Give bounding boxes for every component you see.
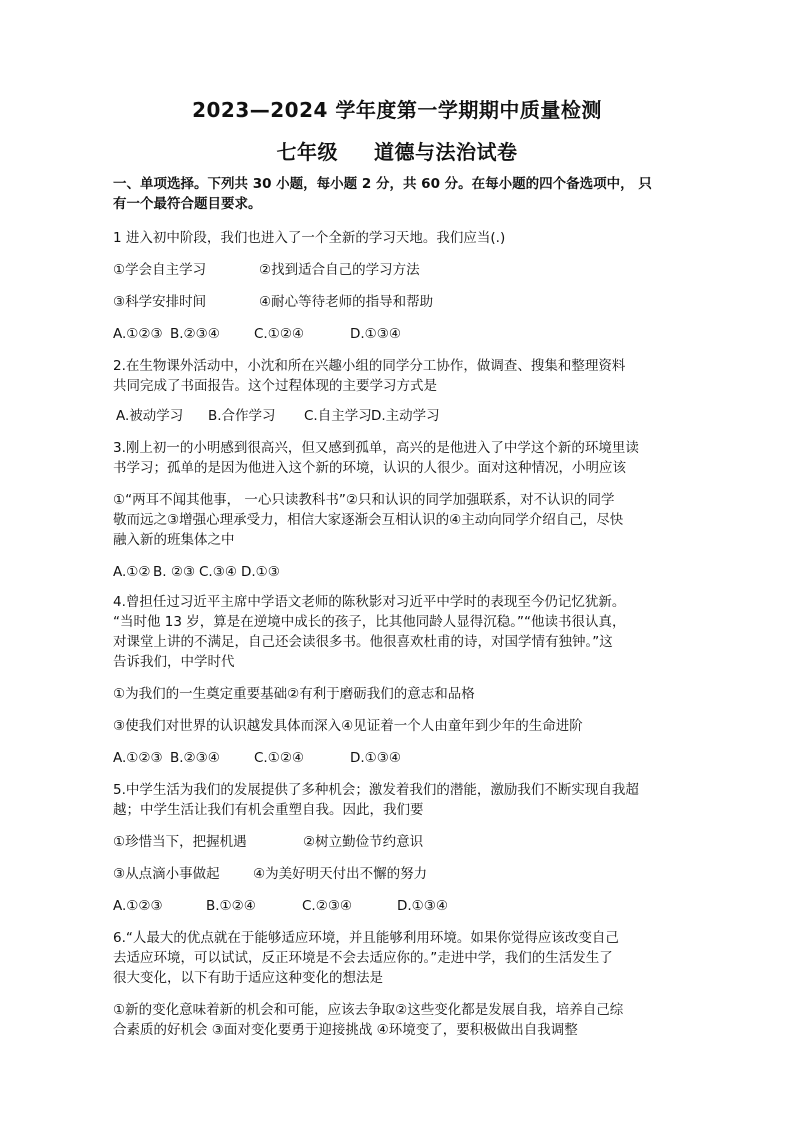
q2-stem-line-1: 2.在生物课外活动中，小沈和所在兴趣小组的同学分工协作，做调查、搜集和整理资料 (113, 358, 626, 374)
q4-items-line-1: ①为我们的一生奠定重要基础②有利于磨砺我们的意志和品格 (113, 686, 475, 702)
q2-choice-d: D.主动学习 (371, 408, 440, 424)
q4-choice-a: A.①②③ (113, 750, 163, 766)
q3-choice-c: C.③④ (199, 564, 237, 580)
q6-stem-line-3: 很大变化，以下有助于适应这种变化的想法是 (113, 970, 383, 986)
section-heading-line-2: 有一个最符合题目要求。 (113, 196, 262, 212)
exam-subtitle (0, 136, 794, 165)
q5-items-row-2 (113, 864, 427, 884)
grade-label: 七年级 (276, 140, 338, 164)
q4-choices (113, 748, 401, 768)
q3-stem-line-1: 3.刚上初一的小明感到很高兴，但又感到孤单，高兴的是他进入了中学这个新的环境里读 (113, 440, 639, 456)
q3-items-line-3: 融入新的班集体之中 (113, 532, 235, 548)
q3-choice-a: A.①② (113, 564, 151, 580)
q3-choices (113, 562, 280, 582)
q3-choice-b: B. ②③ (153, 564, 196, 580)
q2-choice-c: C.自主学习 (304, 408, 372, 424)
section-heading-line-1: 一、单项选择。下列共 30 小题，每小题 2 分，共 60 分。在每小题的四个备选项中， 只 (113, 176, 652, 192)
q6-stem-line-2: 去适应环境，可以试试，反正环境是不会去适应你的。”走进中学，我们的生活发生了 (113, 950, 613, 966)
q1-choice-d: D.①③④ (350, 326, 401, 342)
q4-choice-b: B.②③④ (170, 750, 220, 766)
q2-choice-b: B.合作学习 (208, 408, 276, 424)
q1-choices (113, 324, 401, 344)
q5-choice-a: A.①②③ (113, 898, 163, 914)
q5-choice-c: C.②③④ (302, 898, 353, 914)
q3-items-line-2: 敬而远之③增强心理承受力，相信大家逐渐会互相认识的④主动向同学介绍自己，尽快 (113, 512, 624, 528)
q5-choices (113, 896, 448, 916)
q5-items-row-1 (113, 832, 423, 852)
q1-choice-a: A.①②③ (113, 326, 163, 342)
q4-stem-line-3: 对课堂上讲的不满足，自己还会读很多书。他很喜欢杜甫的诗，对国学情有独钟。”这 (113, 634, 613, 650)
subject-label: 道德与法治试卷 (374, 140, 518, 164)
q6-stem-line-1: 6.“人最大的优点就在于能够适应环境，并且能够利用环境。如果你觉得应该改变自己 (113, 930, 619, 946)
q6-items-line-1: ①新的变化意味着新的机会和可能，应该去争取②这些变化都是发展自我，培养自己综 (113, 1002, 624, 1018)
q5-item-1: ①珍惜当下，把握机遇 (113, 834, 247, 850)
q4-choice-d: D.①③④ (350, 750, 401, 766)
q5-choice-b: B.①②④ (206, 898, 256, 914)
q1-stem: 1 进入初中阶段，我们也进入了一个全新的学习天地。我们应当(.) (113, 230, 506, 246)
q6-items-line-2: 合素质的好机会 ③面对变化要勇于迎接挑战 ④环境变了，要积极做出自我调整 (113, 1022, 578, 1038)
q3-items-line-1: ①“两耳不闻其他事， 一心只读教科书”②只和认识的同学加强联系，对不认识的同学 (113, 492, 615, 508)
q5-stem-line-1: 5.中学生活为我们的发展提供了多种机会；激发着我们的潜能，激励我们不断实现自我超 (113, 782, 639, 798)
q4-stem-line-1: 4.曾担任过习近平主席中学语文老师的陈秋影对习近平中学时的表现至今仍记忆犹新。 (113, 594, 626, 610)
q2-stem-line-2: 共同完成了书面报告。这个过程体现的主要学习方式是 (113, 378, 437, 394)
q1-item-1: ①学会自主学习 (113, 262, 207, 278)
q4-stem-line-4: 告诉我们，中学时代 (113, 654, 235, 670)
q1-items-row-2 (113, 292, 433, 312)
q1-choice-b: B.②③④ (170, 326, 220, 342)
q1-item-4: ④耐心等待老师的指导和帮助 (259, 294, 434, 310)
q2-choices (116, 406, 440, 426)
q5-item-3: ③从点滴小事做起 (113, 866, 220, 882)
q5-item-2: ②树立勤俭节约意识 (303, 834, 424, 850)
exam-title: 2023—2024 学年度第一学期期中质量检测 (192, 98, 602, 122)
q4-stem-line-2: “当时他 13 岁，算是在逆境中成长的孩子，比其他同龄人显得沉稳。”“他读书很认真， (113, 614, 626, 630)
q4-choice-c: C.①②④ (254, 750, 305, 766)
q4-items-line-2: ③使我们对世界的认识越发具体而深入④见证着一个人由童年到少年的生命进阶 (113, 718, 583, 734)
q2-choice-a: A.被动学习 (116, 408, 184, 424)
q5-item-4: ④为美好明天付出不懈的努力 (253, 866, 428, 882)
q1-items-row-1 (113, 260, 420, 280)
q1-choice-c: C.①②④ (254, 326, 305, 342)
q3-choice-d: D.①③ (241, 564, 280, 580)
q5-stem-line-2: 越；中学生活让我们有机会重塑自我。因此，我们要 (113, 802, 424, 818)
q3-stem-line-2: 书学习；孤单的是因为他进入这个新的环境，认识的人很少。面对这种情况，小明应该 (113, 460, 626, 476)
q1-item-3: ③科学安排时间 (113, 294, 207, 310)
q1-item-2: ②找到适合自己的学习方法 (259, 262, 420, 278)
q5-choice-d: D.①③④ (397, 898, 448, 914)
